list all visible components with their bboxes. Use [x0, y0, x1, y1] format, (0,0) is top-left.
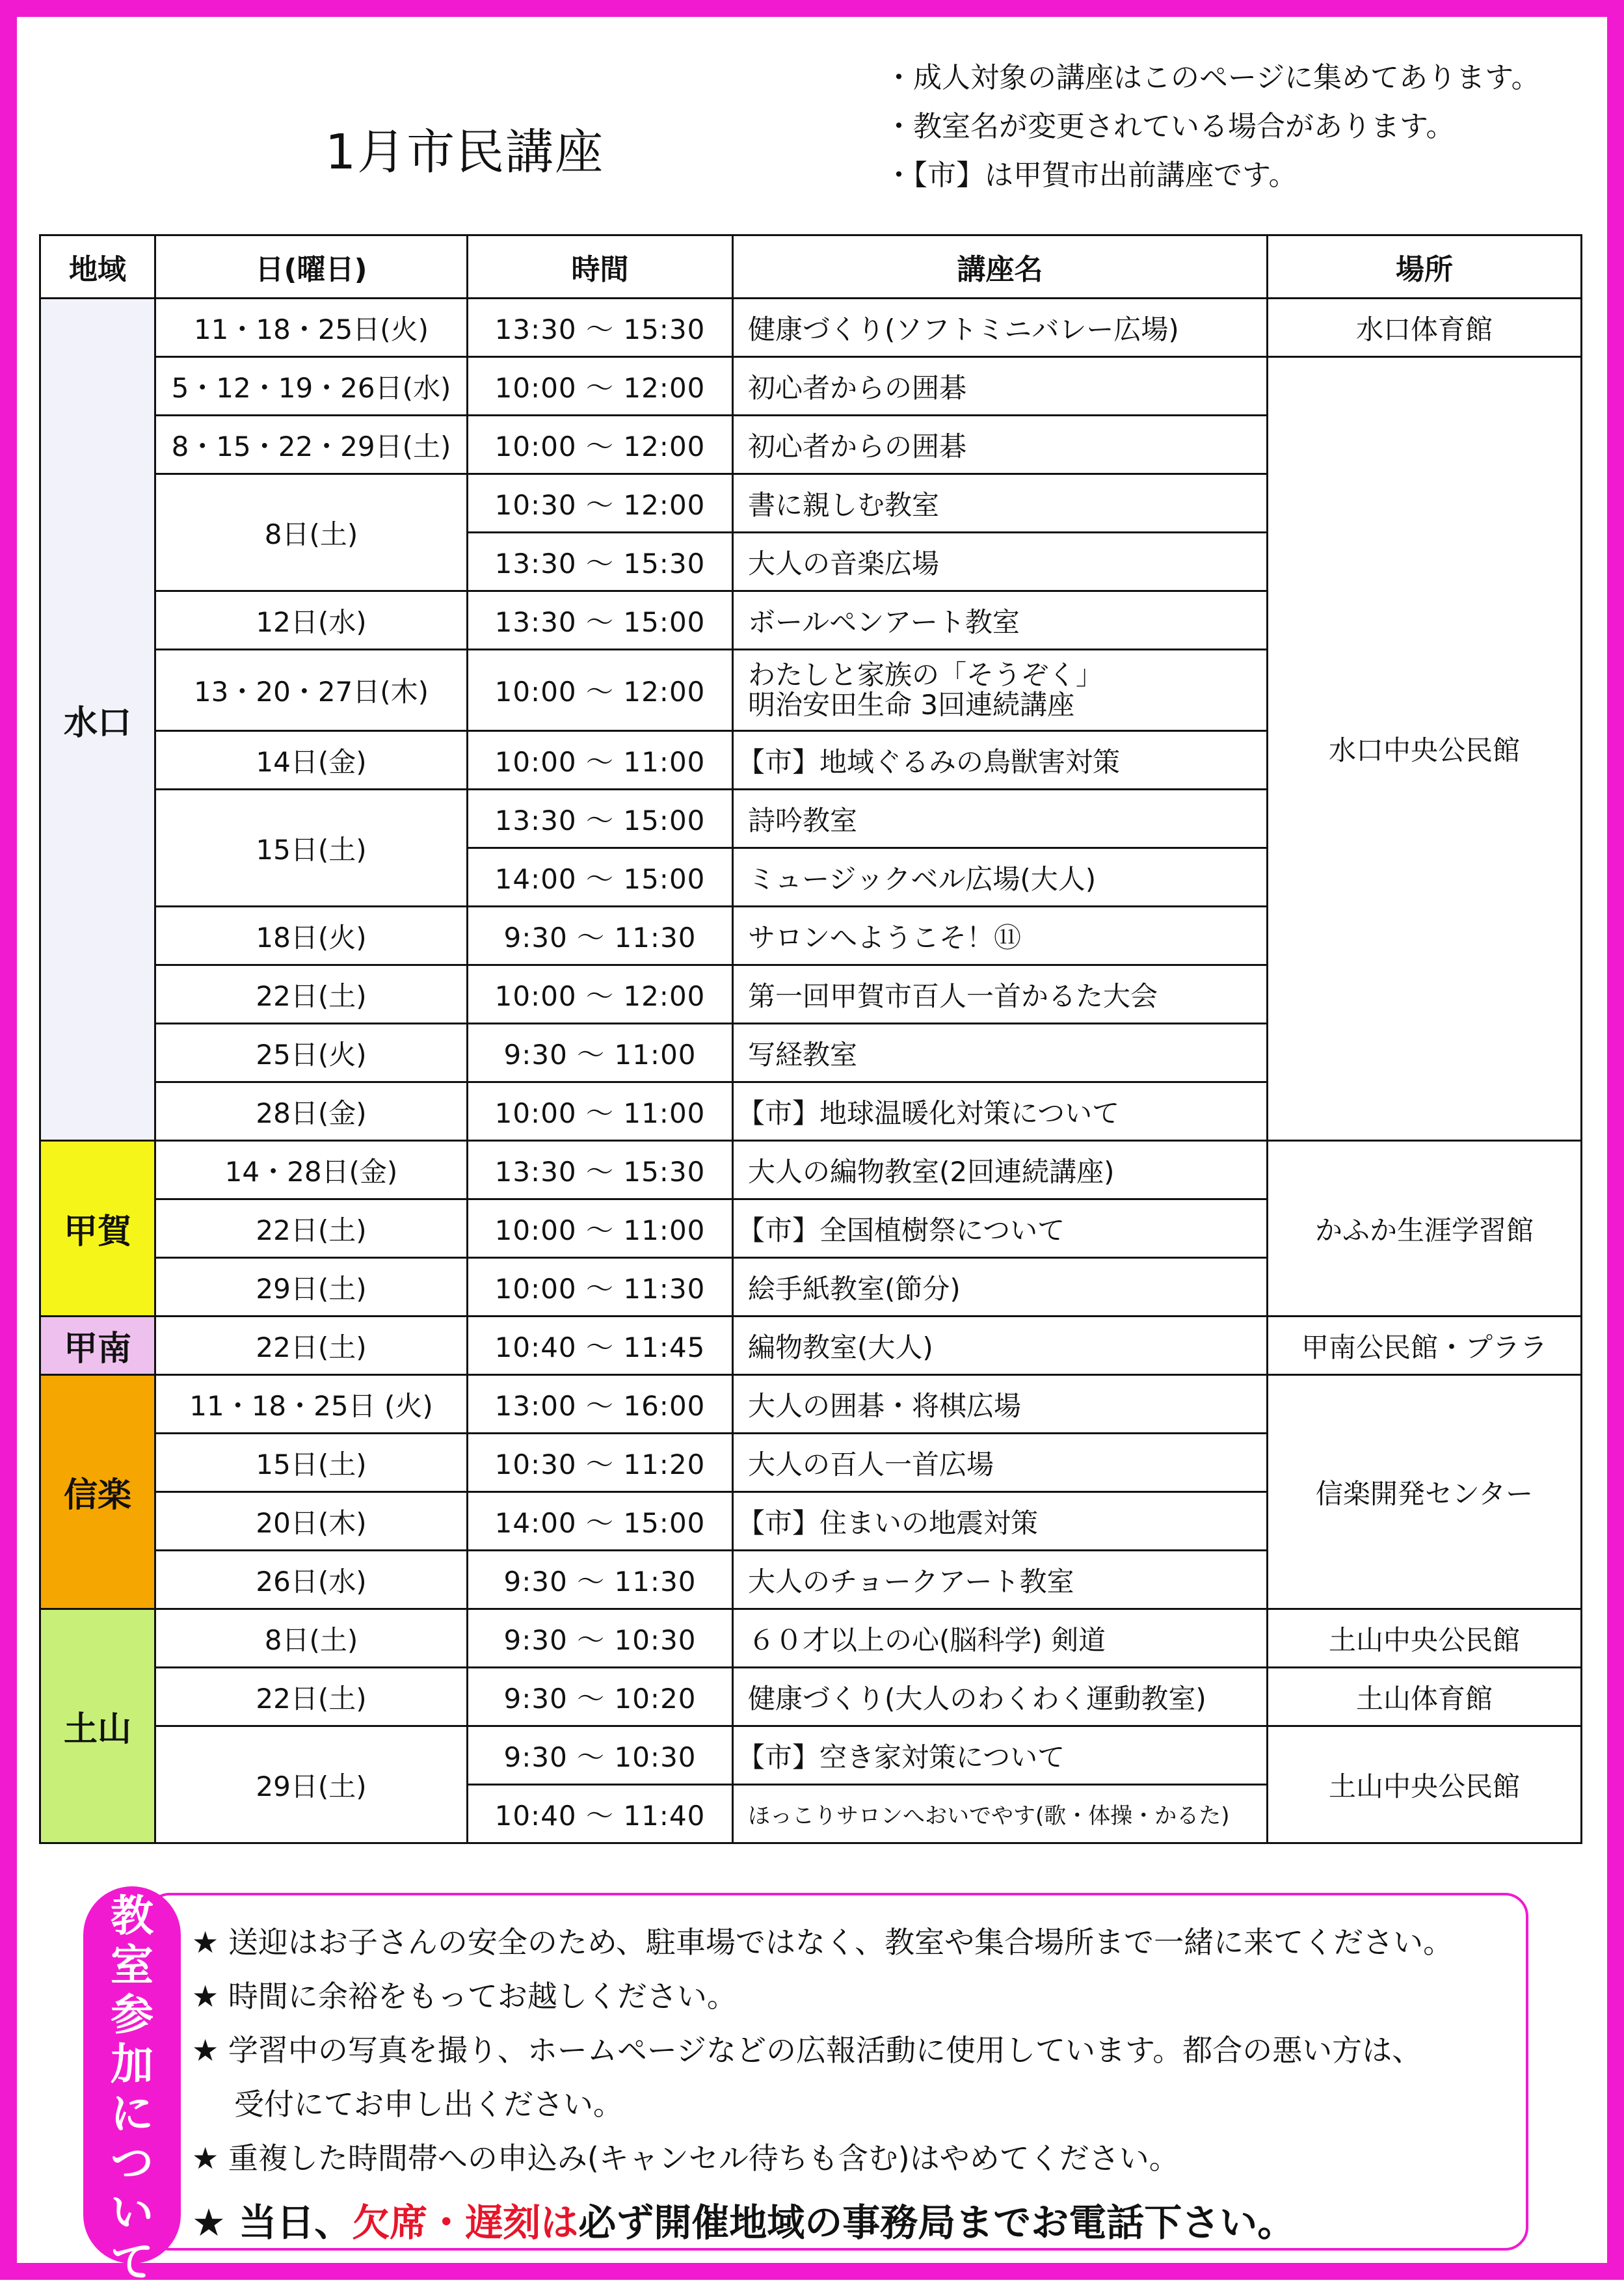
- date-cell: 22日(土): [155, 1668, 468, 1726]
- table-row: [40, 299, 1582, 357]
- time-cell: 10:00 ～ 12:00: [468, 357, 733, 416]
- time-cell: 9:30 ～ 11:30: [468, 907, 733, 965]
- table-header-row: [40, 235, 1582, 299]
- date-cell: 25日(火): [155, 1024, 468, 1082]
- table-row: [40, 1668, 1582, 1726]
- date-cell: 11・18・25日 (火): [155, 1375, 468, 1434]
- course-cell: 絵手紙教室(節分): [733, 1258, 1268, 1317]
- date-cell: 15日(土): [155, 1434, 468, 1492]
- course-cell: 大人の音楽広場: [733, 533, 1268, 591]
- place-cell: 土山体育館: [1268, 1668, 1582, 1726]
- course-cell: 大人の編物教室(2回連続講座): [733, 1141, 1268, 1199]
- side-label-char: 室: [111, 1940, 153, 1990]
- time-cell: 13:30 ～ 15:30: [468, 1141, 733, 1199]
- side-label-char: 参: [111, 1990, 153, 2040]
- course-cell: 大人の囲碁・将棋広場: [733, 1375, 1268, 1434]
- course-line: 明治安田生命 3回連続講座: [748, 689, 1075, 721]
- side-label-char: に: [111, 2089, 153, 2139]
- time-cell: 9:30 ～ 10:30: [468, 1726, 733, 1785]
- course-line: わたしと家族の「そうぞく」: [748, 659, 1104, 691]
- course-cell: サロンへようこそ！⑪: [733, 907, 1268, 965]
- place-cell: 土山中央公民館: [1268, 1609, 1582, 1668]
- course-cell: 大人のチョークアート教室: [733, 1551, 1268, 1609]
- time-cell: 9:30 ～ 10:30: [468, 1609, 733, 1668]
- date-cell: 20日(木): [155, 1492, 468, 1551]
- course-cell: ６０才以上の心(脳科学) 剣道: [733, 1609, 1268, 1668]
- date-cell: 22日(土): [155, 1317, 468, 1375]
- course-cell: 第一回甲賀市百人一首かるた大会: [733, 965, 1268, 1024]
- time-cell: 10:00 ～ 11:00: [468, 731, 733, 790]
- region-tsuchiyama: 土山: [40, 1609, 155, 1843]
- page-title: 1月市民講座: [325, 124, 605, 180]
- time-cell: 9:30 ～ 10:20: [468, 1668, 733, 1726]
- table-row: [40, 1726, 1582, 1785]
- table-row: [40, 1375, 1582, 1434]
- date-cell: 11・18・25日(火): [155, 299, 468, 357]
- date-cell: 28日(金): [155, 1082, 468, 1141]
- course-cell: 編物教室(大人): [733, 1317, 1268, 1375]
- final-suffix: 必ず開催地域の事務局までお電話下さい。: [578, 2200, 1296, 2245]
- notice-line: ★ 学習中の写真を撮り、ホームページなどの広報活動に使用しています。都合の悪い方は、: [192, 2033, 1422, 2068]
- time-cell: 13:30 ～ 15:00: [468, 790, 733, 848]
- schedule-table: [39, 234, 1582, 1844]
- course-cell: [733, 650, 1268, 731]
- time-cell: 13:30 ～ 15:30: [468, 299, 733, 357]
- date-cell: 12日(水): [155, 591, 468, 650]
- notice-line: ★ 送迎はお子さんの安全のため、駐車場ではなく、教室や集合場所まで一緒に来てください。: [192, 1925, 1454, 1960]
- final-prefix: ★ 当日、: [192, 2200, 353, 2245]
- time-cell: 10:00 ～ 12:00: [468, 650, 733, 731]
- place-cell: 土山中央公民館: [1268, 1726, 1582, 1843]
- time-cell: 10:40 ～ 11:45: [468, 1317, 733, 1375]
- side-label-char: つ: [111, 2138, 153, 2188]
- date-cell: 14・28日(金): [155, 1141, 468, 1199]
- place-cell: 甲南公民館・プララ: [1268, 1317, 1582, 1375]
- course-cell: 【市】空き家対策について: [733, 1726, 1268, 1785]
- course-cell: ほっこりサロンへおいでやす(歌・体操・かるた): [733, 1785, 1268, 1843]
- time-cell: 10:00 ～ 11:00: [468, 1199, 733, 1258]
- course-cell: 【市】全国植樹祭について: [733, 1199, 1268, 1258]
- course-cell: 健康づくり(大人のわくわく運動教室): [733, 1668, 1268, 1726]
- date-cell: 29日(土): [155, 1258, 468, 1317]
- date-cell: 8日(土): [155, 1609, 468, 1668]
- place-cell: かふか生涯学習館: [1268, 1141, 1582, 1317]
- time-cell: 13:30 ～ 15:30: [468, 533, 733, 591]
- header-notes: [885, 53, 1540, 200]
- notice-line: 受付にてお申し出ください。: [234, 2087, 623, 2122]
- header-place: 場所: [1268, 235, 1582, 299]
- time-cell: 9:30 ～ 11:30: [468, 1551, 733, 1609]
- date-cell: 15日(土): [155, 790, 468, 907]
- time-cell: 14:00 ～ 15:00: [468, 1492, 733, 1551]
- time-cell: 13:00 ～ 16:00: [468, 1375, 733, 1434]
- table-row: [40, 1317, 1582, 1375]
- table-row: [40, 1141, 1582, 1199]
- note-line: ・教室名が変更されている場合があります。: [885, 110, 1455, 143]
- course-cell: ミュージックベル広場(大人): [733, 848, 1268, 907]
- date-cell: 5・12・19・26日(水): [155, 357, 468, 416]
- time-cell: 14:00 ～ 15:00: [468, 848, 733, 907]
- date-cell: 26日(水): [155, 1551, 468, 1609]
- date-cell: 13・20・27日(木): [155, 650, 468, 731]
- time-cell: 10:30 ～ 11:20: [468, 1434, 733, 1492]
- date-cell: 14日(金): [155, 731, 468, 790]
- region-minakuchi: 水口: [40, 299, 155, 1141]
- course-cell: 初心者からの囲碁: [733, 357, 1268, 416]
- course-cell: ボールペンアート教室: [733, 591, 1268, 650]
- side-label-char: い: [111, 2187, 153, 2238]
- notice-side-label: [83, 1886, 181, 2287]
- course-cell: 書に親しむ教室: [733, 474, 1268, 533]
- time-cell: 10:00 ～ 12:00: [468, 965, 733, 1024]
- time-cell: 9:30 ～ 11:00: [468, 1024, 733, 1082]
- time-cell: 10:00 ～ 11:30: [468, 1258, 733, 1317]
- date-cell: 8日(土): [155, 474, 468, 591]
- course-cell: 【市】住まいの地震対策: [733, 1492, 1268, 1551]
- place-cell: 水口体育館: [1268, 299, 1582, 357]
- time-cell: 13:30 ～ 15:00: [468, 591, 733, 650]
- final-red-text: 欠席・遅刻は: [352, 2200, 579, 2245]
- region-koka: 甲賀: [40, 1141, 155, 1317]
- table-row: [40, 357, 1582, 416]
- header-region: 地域: [40, 235, 155, 299]
- course-cell: 健康づくり(ソフトミニバレー広場): [733, 299, 1268, 357]
- table-row: [40, 1609, 1582, 1668]
- region-shigaraki: 信楽: [40, 1375, 155, 1609]
- note-line: ・成人対象の講座はこのページに集めてあります。: [885, 61, 1540, 94]
- course-cell: 【市】地域ぐるみの鳥獣害対策: [733, 731, 1268, 790]
- note-line: ・【市】は甲賀市出前講座です。: [885, 159, 1298, 192]
- time-cell: 10:00 ～ 11:00: [468, 1082, 733, 1141]
- side-label-char: て: [111, 2237, 153, 2287]
- course-cell: 詩吟教室: [733, 790, 1268, 848]
- header-time: 時間: [468, 235, 733, 299]
- date-cell: 8・15・22・29日(土): [155, 416, 468, 474]
- date-cell: 22日(土): [155, 1199, 468, 1258]
- header-course: 講座名: [733, 235, 1268, 299]
- notice-line: ★ 時間に余裕をもってお越しください。: [192, 1979, 737, 2014]
- notice-line: ★ 重複した時間帯への申込み(キャンセル待ちも含む)はやめてください。: [192, 2141, 1179, 2176]
- course-cell: 初心者からの囲碁: [733, 416, 1268, 474]
- time-cell: 10:40 ～ 11:40: [468, 1785, 733, 1843]
- side-label-char: 教: [111, 1891, 153, 1941]
- date-cell: 29日(土): [155, 1726, 468, 1843]
- place-cell: 水口中央公民館: [1268, 357, 1582, 1141]
- time-cell: 10:30 ～ 12:00: [468, 474, 733, 533]
- course-cell: 【市】地球温暖化対策について: [733, 1082, 1268, 1141]
- time-cell: 10:00 ～ 12:00: [468, 416, 733, 474]
- date-cell: 22日(土): [155, 965, 468, 1024]
- side-label-char: 加: [111, 2039, 153, 2089]
- region-konan: 甲南: [40, 1317, 155, 1375]
- header-date: 日(曜日): [155, 235, 468, 299]
- notice-final-line: [192, 2192, 1295, 2247]
- place-cell: 信楽開発センター: [1268, 1375, 1582, 1609]
- course-cell: 写経教室: [733, 1024, 1268, 1082]
- date-cell: 18日(火): [155, 907, 468, 965]
- course-cell: 大人の百人一首広場: [733, 1434, 1268, 1492]
